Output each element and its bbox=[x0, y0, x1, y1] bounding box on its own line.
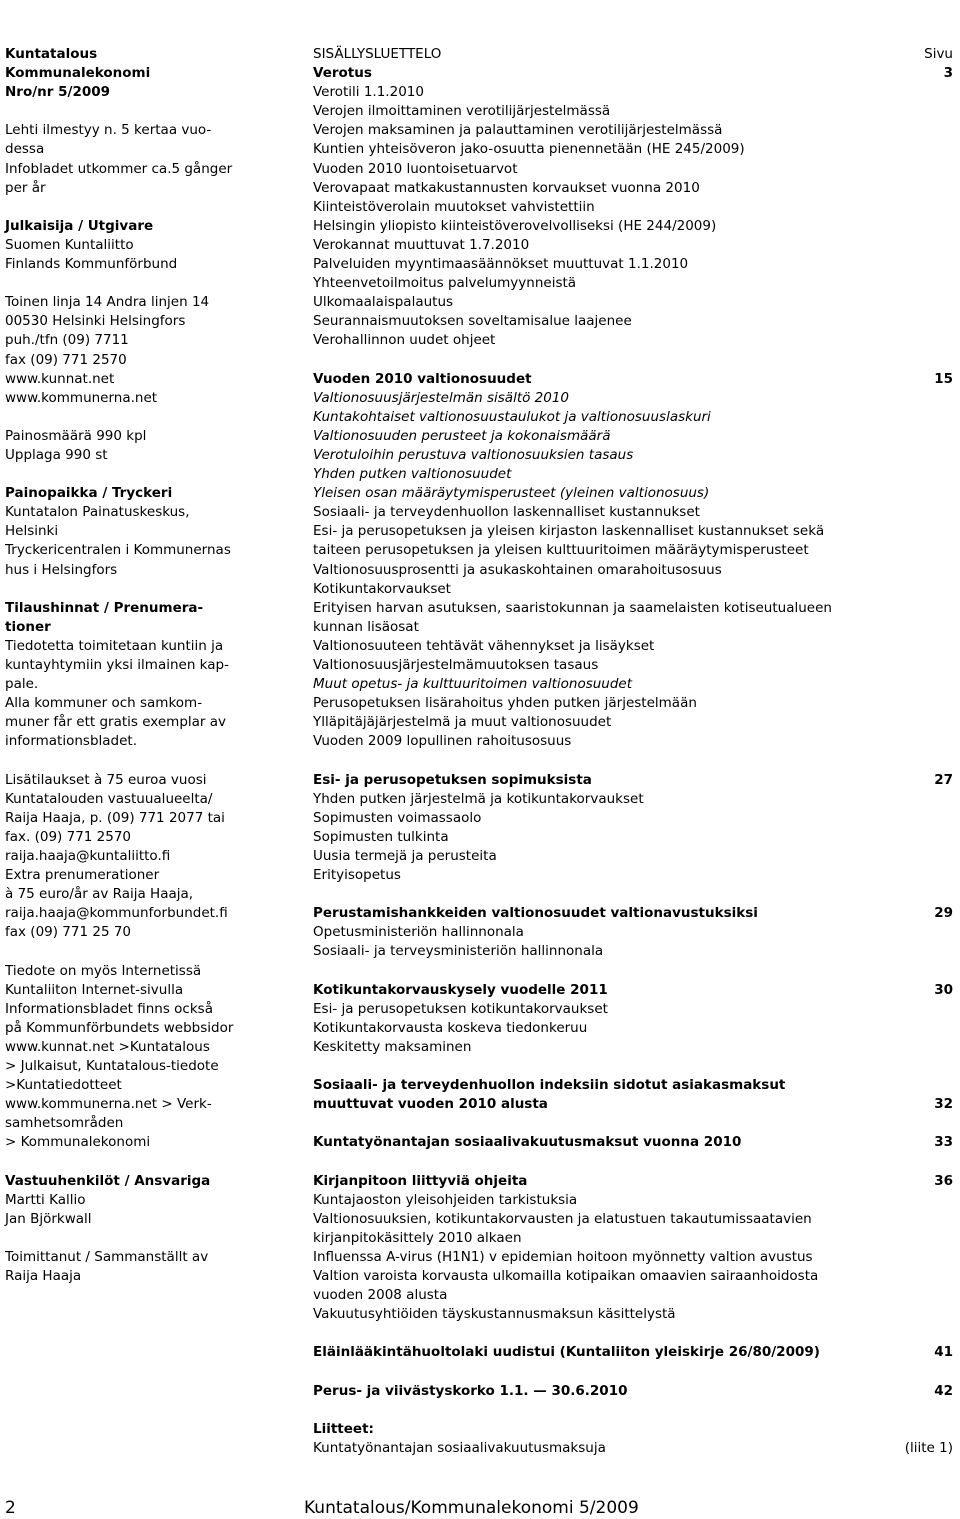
toc-entry-text: Verotus bbox=[313, 65, 372, 82]
toc-entry bbox=[313, 446, 953, 465]
toc-entry bbox=[313, 83, 953, 102]
toc-entry-text: Yhden putken valtionosuudet bbox=[313, 466, 512, 483]
toc-entry-text: kunnan lisäosat bbox=[313, 618, 419, 635]
masthead-line bbox=[5, 217, 295, 236]
masthead-line bbox=[5, 179, 295, 198]
toc-entry bbox=[313, 312, 953, 331]
toc-entry-text: Perusopetuksen lisärahoitus yhden putken järjestelmään bbox=[313, 695, 697, 712]
toc-entry-text: Verotili 1.1.2010 bbox=[313, 84, 424, 101]
toc-entry-text: Kuntien yhteisöveron jako-osuutta pienennetään (HE 245/2009) bbox=[313, 141, 745, 158]
masthead-text: informationsbladet. bbox=[5, 733, 138, 750]
masthead-text: Tryckericentralen i Kommunernas bbox=[5, 542, 231, 559]
masthead-text: www.kommunerna.net bbox=[5, 389, 158, 406]
masthead-text: hus i Helsingfors bbox=[5, 561, 118, 578]
toc-entry-text: Erityisen harvan asutuksen, saaristokunnan ja saamelaisten kotiseutualueen bbox=[313, 599, 832, 616]
toc-entry bbox=[313, 732, 953, 751]
toc-section-heading bbox=[313, 904, 953, 923]
toc-entry-text: vuoden 2008 alusta bbox=[313, 1287, 448, 1304]
toc-entry-text: Keskitetty maksaminen bbox=[313, 1038, 472, 1055]
blank-line bbox=[313, 1401, 953, 1420]
masthead-line bbox=[5, 293, 295, 312]
toc-entry-text: Influenssa A-virus (H1N1) v epidemian hoitoon myönnetty valtion avustus bbox=[313, 1248, 813, 1265]
toc-entry-text: Valtionosuusjärjestelmämuutoksen tasaus bbox=[313, 657, 599, 673]
table-of-contents bbox=[313, 45, 953, 1458]
masthead-text: Kuntatalouden vastuualueelta/ bbox=[5, 790, 213, 807]
toc-entry bbox=[313, 1286, 953, 1305]
toc-section-heading bbox=[313, 1133, 953, 1152]
masthead-text: Tiedotetta toimitetaan kuntiin ja bbox=[5, 637, 224, 654]
masthead-text: Nro/nr 5/2009 bbox=[5, 84, 111, 101]
masthead-line bbox=[5, 1019, 295, 1038]
toc-entry-text: Yhden putken järjestelmä ja kotikuntakorvaukset bbox=[313, 790, 644, 807]
masthead-text: Painopaikka / Tryckeri bbox=[5, 485, 173, 502]
masthead-line bbox=[5, 160, 295, 179]
toc-title: SISÄLLYSLUETTELO bbox=[313, 46, 442, 62]
toc-entry bbox=[313, 160, 953, 179]
toc-entry bbox=[313, 599, 953, 618]
toc-entry bbox=[313, 389, 953, 408]
masthead-text: pale. bbox=[5, 676, 39, 693]
toc-entry-text: Ulkomaalaispalautus bbox=[313, 294, 454, 311]
masthead-line bbox=[5, 1210, 295, 1229]
masthead-line bbox=[5, 656, 295, 675]
toc-entry bbox=[313, 618, 953, 637]
masthead-line bbox=[5, 618, 295, 637]
masthead-text: fax. (09) 771 2570 bbox=[5, 828, 132, 845]
masthead-text: Vastuuhenkilöt / Ansvariga bbox=[5, 1172, 211, 1189]
toc-entry-text: Verojen ilmoittaminen verotilijärjestelmässä bbox=[313, 103, 611, 120]
blank-line bbox=[313, 751, 953, 770]
masthead-text: Alla kommuner och samkom- bbox=[5, 695, 203, 712]
toc-entry-text: Uusia termejä ja perusteita bbox=[313, 847, 497, 864]
toc-section-heading bbox=[313, 771, 953, 790]
blank-line bbox=[5, 465, 295, 484]
masthead-text: Lehti ilmestyy n. 5 kertaa vuo- bbox=[5, 122, 212, 139]
masthead-text: Raija Haaja, p. (09) 771 2077 tai bbox=[5, 809, 225, 826]
masthead-line bbox=[5, 1267, 295, 1286]
toc-entry bbox=[313, 656, 953, 675]
toc-entry bbox=[313, 427, 953, 446]
masthead-line bbox=[5, 675, 295, 694]
masthead-line bbox=[5, 790, 295, 809]
toc-entry-text: Kotikuntakorvaukset bbox=[313, 580, 451, 597]
masthead-line bbox=[5, 1076, 295, 1095]
toc-entry bbox=[313, 561, 953, 580]
toc-entry-text: Seurannaismuutoksen soveltamisalue laajenee bbox=[313, 313, 632, 330]
toc-section-heading bbox=[313, 1095, 953, 1114]
masthead-line bbox=[5, 809, 295, 828]
blank-line bbox=[5, 942, 295, 961]
toc-entry bbox=[313, 503, 953, 522]
toc-entry-text: kirjanpitokäsittely 2010 alkaen bbox=[313, 1229, 522, 1246]
toc-entry-text: Valtionosuusprosentti ja asukaskohtainen omarahoitusosuus bbox=[313, 561, 722, 578]
toc-entry-text: Valtionosuusjärjestelmän sisältö 2010 bbox=[313, 389, 570, 406]
blank-line bbox=[5, 580, 295, 599]
toc-entry bbox=[313, 1210, 953, 1229]
toc-entry bbox=[313, 522, 953, 541]
toc-entry-text: Kiinteistöverolain muutokset vahvistettiin bbox=[313, 198, 595, 215]
masthead-text: Upplaga 990 st bbox=[5, 446, 108, 463]
masthead-text: raija.haaja@kommunforbundet.fi bbox=[5, 905, 228, 922]
blank-line bbox=[313, 1324, 953, 1343]
toc-entry-text: taiteen perusopetuksen ja yleisen kulttuuritoimen määräytymisperusteet bbox=[313, 542, 809, 559]
masthead-text: >Kuntatiedotteet bbox=[5, 1077, 122, 1094]
toc-entry bbox=[313, 102, 953, 121]
toc-entry bbox=[313, 1267, 953, 1286]
toc-entry bbox=[313, 1038, 953, 1057]
masthead-line bbox=[5, 847, 295, 866]
masthead-text: fax (09) 771 25 70 bbox=[5, 924, 132, 941]
masthead-text: Kuntaliiton Internet-sivulla bbox=[5, 981, 184, 998]
toc-entry bbox=[313, 1229, 953, 1248]
page-column-label: Sivu bbox=[924, 46, 953, 62]
masthead-line bbox=[5, 541, 295, 560]
toc-entry bbox=[313, 828, 953, 847]
footer-page-number: 2 bbox=[5, 1498, 16, 1518]
toc-entry-text: Opetusministeriön hallinnonala bbox=[313, 924, 524, 941]
masthead-text: Kuntatalous bbox=[5, 46, 98, 62]
toc-entry-text: Kuntatyönantajan sosiaalivakuutusmaksuja bbox=[313, 1439, 606, 1456]
masthead-text: Infobladet utkommer ca.5 gånger bbox=[5, 160, 233, 177]
toc-entry-text: Kotikuntakorvausta koskeva tiedonkeruu bbox=[313, 1019, 588, 1036]
masthead-line bbox=[5, 121, 295, 140]
toc-entry bbox=[313, 217, 953, 236]
toc-page-number: 30 bbox=[934, 981, 953, 998]
masthead-line bbox=[5, 732, 295, 751]
toc-section-heading bbox=[313, 64, 953, 83]
toc-entry-text: Kotikuntakorvauskysely vuodelle 2011 bbox=[313, 981, 608, 998]
masthead-line bbox=[5, 64, 295, 83]
masthead-text: www.kommunerna.net > Verk- bbox=[5, 1096, 212, 1113]
toc-entry-text: Verotuloihin perustuva valtionosuuksien tasaus bbox=[313, 446, 634, 463]
toc-entry-text: Helsingin yliopisto kiinteistöverovelvolliseksi (HE 244/2009) bbox=[313, 217, 717, 234]
toc-entry bbox=[313, 923, 953, 942]
masthead-line bbox=[5, 351, 295, 370]
toc-entry-text: Sopimusten voimassaolo bbox=[313, 809, 482, 826]
toc-entry-text: Esi- ja perusopetuksen sopimuksista bbox=[313, 771, 592, 788]
masthead-text: Tiedote on myös Internetissä bbox=[5, 962, 202, 979]
masthead-line bbox=[5, 981, 295, 1000]
toc-entry-text: Perustamishankkeiden valtionosuudet valtionavustuksiksi bbox=[313, 905, 758, 922]
toc-entry bbox=[313, 790, 953, 809]
toc-entries bbox=[313, 64, 953, 1458]
toc-entry-text: Vuoden 2009 lopullinen rahoitusosuus bbox=[313, 733, 572, 750]
toc-entry-text: Kuntakohtaiset valtionosuustaulukot ja valtionosuuslaskuri bbox=[313, 408, 711, 425]
masthead-line bbox=[5, 904, 295, 923]
toc-entry bbox=[313, 293, 953, 312]
toc-entry-text: Eläinlääkintähuoltolaki uudistui (Kuntaliiton yleiskirje 26/80/2009) bbox=[313, 1344, 820, 1361]
masthead-text: Lisätilaukset à 75 euroa vuosi bbox=[5, 771, 207, 788]
toc-section-heading bbox=[313, 981, 953, 1000]
toc-page-number: 41 bbox=[934, 1344, 953, 1361]
toc-entry bbox=[313, 942, 953, 961]
masthead-line bbox=[5, 503, 295, 522]
toc-page-number: 3 bbox=[943, 65, 953, 82]
blank-line bbox=[5, 408, 295, 427]
masthead-text: Helsinki bbox=[5, 523, 59, 540]
toc-entry bbox=[313, 140, 953, 159]
toc-entry-text: Esi- ja perusopetuksen ja yleisen kirjaston laskennalliset kustannukset sekä bbox=[313, 523, 825, 540]
toc-entry bbox=[313, 1305, 953, 1324]
toc-entry-text: Valtion varoista korvausta ulkomailla kotipaikan omaavien sairaanhoidosta bbox=[313, 1268, 819, 1284]
masthead-text: Toimittanut / Sammanställt av bbox=[5, 1248, 209, 1265]
toc-page-number: 36 bbox=[934, 1172, 953, 1189]
toc-entry bbox=[313, 580, 953, 599]
masthead-text: Raija Haaja bbox=[5, 1268, 82, 1284]
blank-line bbox=[5, 1229, 295, 1248]
toc-entry-text: Valtionosuuteen tehtävät vähennykset ja lisäykset bbox=[313, 637, 655, 654]
toc-entry-text: Ylläpitäjäjärjestelmä ja muut valtionosuudet bbox=[313, 714, 612, 731]
toc-entry-text: Valtionosuuden perusteet ja kokonaismäärä bbox=[313, 427, 611, 444]
toc-entry bbox=[313, 675, 953, 694]
masthead-line bbox=[5, 561, 295, 580]
masthead-text: Suomen Kuntaliitto bbox=[5, 236, 134, 253]
masthead-text: > Kommunalekonomi bbox=[5, 1134, 151, 1151]
masthead-text: Jan Björkwall bbox=[5, 1210, 92, 1227]
masthead-line bbox=[5, 370, 295, 389]
masthead-line bbox=[5, 484, 295, 503]
masthead-text: fax (09) 771 2570 bbox=[5, 351, 127, 368]
masthead-text: 00530 Helsinki Helsingfors bbox=[5, 313, 186, 330]
masthead-line bbox=[5, 1248, 295, 1267]
masthead-text: Toinen linja 14 Andra linjen 14 bbox=[5, 294, 210, 311]
blank-line bbox=[313, 1057, 953, 1076]
toc-entry-text: Esi- ja perusopetuksen kotikuntakorvaukset bbox=[313, 1000, 608, 1017]
blank-line bbox=[5, 102, 295, 121]
masthead-line bbox=[5, 771, 295, 790]
masthead-line bbox=[5, 1000, 295, 1019]
toc-page-number: 27 bbox=[934, 771, 953, 788]
masthead-text: Finlands Kommunförbund bbox=[5, 256, 178, 273]
blank-line bbox=[313, 1362, 953, 1381]
toc-entry bbox=[313, 541, 953, 560]
toc-entry bbox=[313, 866, 953, 885]
toc-entry-text: Muut opetus- ja kulttuuritoimen valtionosuudet bbox=[313, 676, 633, 693]
masthead-text: Tilaushinnat / Prenumera- bbox=[5, 599, 204, 616]
masthead-text: raija.haaja@kuntaliitto.fi bbox=[5, 847, 171, 864]
toc-entry bbox=[313, 1420, 953, 1439]
blank-line bbox=[5, 274, 295, 293]
blank-line bbox=[313, 1152, 953, 1171]
toc-entry bbox=[313, 713, 953, 732]
toc-entry-text: Perus- ja viivästyskorko 1.1. — 30.6.2010 bbox=[313, 1382, 628, 1399]
masthead-line bbox=[5, 828, 295, 847]
masthead-line bbox=[5, 1095, 295, 1114]
masthead-line bbox=[5, 83, 295, 102]
toc-entry bbox=[313, 408, 953, 427]
blank-line bbox=[313, 1114, 953, 1133]
toc-entry bbox=[313, 121, 953, 140]
toc-entry-text: Yleisen osan määräytymisperusteet (yleinen valtionosuus) bbox=[313, 485, 710, 502]
masthead-text: på Kommunförbundets webbsidor bbox=[5, 1019, 234, 1036]
toc-entry-text: Kirjanpitoon liittyviä ohjeita bbox=[313, 1172, 528, 1189]
masthead-text: www.kunnat.net >Kuntatalous bbox=[5, 1038, 210, 1055]
masthead-text: www.kunnat.net bbox=[5, 370, 115, 387]
toc-entry bbox=[313, 1019, 953, 1038]
toc-entry-text: Vakuutusyhtiöiden täyskustannusmaksun käsittelystä bbox=[313, 1306, 676, 1323]
masthead-line bbox=[5, 446, 295, 465]
toc-entry bbox=[313, 1076, 953, 1095]
masthead-line bbox=[5, 1038, 295, 1057]
footer-publication: Kuntatalous/Kommunalekonomi 5/2009 bbox=[304, 1498, 639, 1518]
masthead-text: Martti Kallio bbox=[5, 1191, 86, 1208]
masthead-text: puh./tfn (09) 7711 bbox=[5, 332, 129, 349]
masthead-line bbox=[5, 255, 295, 274]
masthead-column bbox=[5, 45, 295, 1286]
toc-entry-text: Sopimusten tulkinta bbox=[313, 828, 449, 845]
toc-entry-text: Sosiaali- ja terveydenhuollon indeksiin sidotut asiakasmaksut bbox=[313, 1077, 786, 1094]
masthead-text: tioner bbox=[5, 618, 51, 635]
toc-entry bbox=[313, 809, 953, 828]
toc-page-number: 42 bbox=[934, 1382, 953, 1399]
masthead-line bbox=[5, 962, 295, 981]
toc-entry-text: muuttuvat vuoden 2010 alusta bbox=[313, 1096, 548, 1113]
blank-line bbox=[5, 198, 295, 217]
blank-line bbox=[5, 751, 295, 770]
toc-entry-text: Valtionosuuksien, kotikuntakorvausten ja elatustuen takautumissaatavien bbox=[313, 1210, 812, 1227]
toc-entry-text: Kuntatyönantajan sosiaalivakuutusmaksut vuonna 2010 bbox=[313, 1134, 742, 1151]
masthead-line bbox=[5, 236, 295, 255]
masthead-text: Kuntatalon Painatuskeskus, bbox=[5, 504, 190, 521]
toc-entry bbox=[313, 179, 953, 198]
toc-page-number: 15 bbox=[934, 370, 953, 387]
masthead-text: Painosmäärä 990 kpl bbox=[5, 427, 147, 444]
masthead-line bbox=[5, 45, 295, 64]
toc-header bbox=[313, 45, 953, 64]
masthead-line bbox=[5, 331, 295, 350]
masthead-line bbox=[5, 923, 295, 942]
masthead-line bbox=[5, 522, 295, 541]
toc-entry-text: Sosiaali- ja terveysministeriön hallinnonala bbox=[313, 943, 604, 960]
masthead-text: Kommunalekonomi bbox=[5, 65, 151, 82]
toc-entry-text: Verokannat muuttuvat 1.7.2010 bbox=[313, 236, 530, 253]
masthead-line bbox=[5, 1133, 295, 1152]
masthead-text: dessa bbox=[5, 141, 45, 158]
toc-entry-text: Sosiaali- ja terveydenhuollon laskennalliset kustannukset bbox=[313, 504, 700, 521]
masthead-text: Informationsbladet finns också bbox=[5, 1000, 213, 1017]
masthead-text: muner får ett gratis exemplar av bbox=[5, 714, 227, 731]
toc-entry-text: Kuntajaoston yleisohjeiden tarkistuksia bbox=[313, 1191, 578, 1208]
toc-page-number: 33 bbox=[934, 1134, 953, 1151]
blank-line bbox=[313, 885, 953, 904]
toc-entry-text: Erityisopetus bbox=[313, 867, 401, 884]
masthead-line bbox=[5, 694, 295, 713]
toc-section-heading bbox=[313, 1382, 953, 1401]
masthead-line bbox=[5, 599, 295, 618]
masthead-text: kuntayhtymiin yksi ilmainen kap- bbox=[5, 657, 229, 673]
toc-entry bbox=[313, 1000, 953, 1019]
toc-entry bbox=[313, 274, 953, 293]
toc-entry bbox=[313, 847, 953, 866]
blank-line bbox=[313, 962, 953, 981]
toc-entry bbox=[313, 236, 953, 255]
toc-entry bbox=[313, 198, 953, 217]
masthead-line bbox=[5, 1114, 295, 1133]
toc-entry-text: Verojen maksaminen ja palauttaminen verotilijärjestelmässä bbox=[313, 122, 723, 139]
toc-entry bbox=[313, 255, 953, 274]
toc-page-number: 32 bbox=[934, 1096, 953, 1113]
masthead-line bbox=[5, 885, 295, 904]
toc-entry bbox=[313, 1439, 953, 1458]
toc-entry bbox=[313, 694, 953, 713]
masthead-line bbox=[5, 427, 295, 446]
toc-entry bbox=[313, 1191, 953, 1210]
masthead-text: per år bbox=[5, 179, 46, 196]
masthead-line bbox=[5, 1191, 295, 1210]
masthead-text: à 75 euro/år av Raija Haaja, bbox=[5, 886, 194, 903]
toc-section-heading bbox=[313, 1172, 953, 1191]
toc-entry bbox=[313, 637, 953, 656]
masthead-line bbox=[5, 312, 295, 331]
toc-section-heading bbox=[313, 370, 953, 389]
masthead-line bbox=[5, 1057, 295, 1076]
toc-entry bbox=[313, 1248, 953, 1267]
masthead-text: > Julkaisut, Kuntatalous-tiedote bbox=[5, 1057, 219, 1074]
toc-section-heading bbox=[313, 1343, 953, 1362]
toc-entry-text: Verohallinnon uudet ohjeet bbox=[313, 332, 496, 349]
toc-entry bbox=[313, 331, 953, 350]
masthead-line bbox=[5, 140, 295, 159]
masthead-text: Julkaisija / Utgivare bbox=[5, 217, 154, 234]
toc-entry-text: Vuoden 2010 valtionosuudet bbox=[313, 370, 532, 387]
toc-entry bbox=[313, 465, 953, 484]
toc-entry-text: Palveluiden myyntimaasäännökset muuttuvat 1.1.2010 bbox=[313, 256, 689, 273]
blank-line bbox=[313, 351, 953, 370]
toc-page-number: (liite 1) bbox=[904, 1439, 953, 1456]
toc-entry-text: Verovapaat matkakustannusten korvaukset vuonna 2010 bbox=[313, 179, 700, 196]
masthead-text: Extra prenumerationer bbox=[5, 867, 160, 884]
masthead-line bbox=[5, 1172, 295, 1191]
masthead-line bbox=[5, 389, 295, 408]
masthead-line bbox=[5, 713, 295, 732]
blank-line bbox=[5, 1152, 295, 1171]
toc-entry-text: Vuoden 2010 luontoisetuarvot bbox=[313, 160, 518, 177]
toc-entry-text: Yhteenvetoilmoitus palvelumyynneistä bbox=[313, 275, 577, 292]
toc-page-number: 29 bbox=[934, 905, 953, 922]
masthead-line bbox=[5, 637, 295, 656]
toc-entry bbox=[313, 484, 953, 503]
masthead-line bbox=[5, 866, 295, 885]
masthead-text: samhetsområden bbox=[5, 1115, 124, 1132]
toc-entry-text: Liitteet: bbox=[313, 1420, 374, 1437]
